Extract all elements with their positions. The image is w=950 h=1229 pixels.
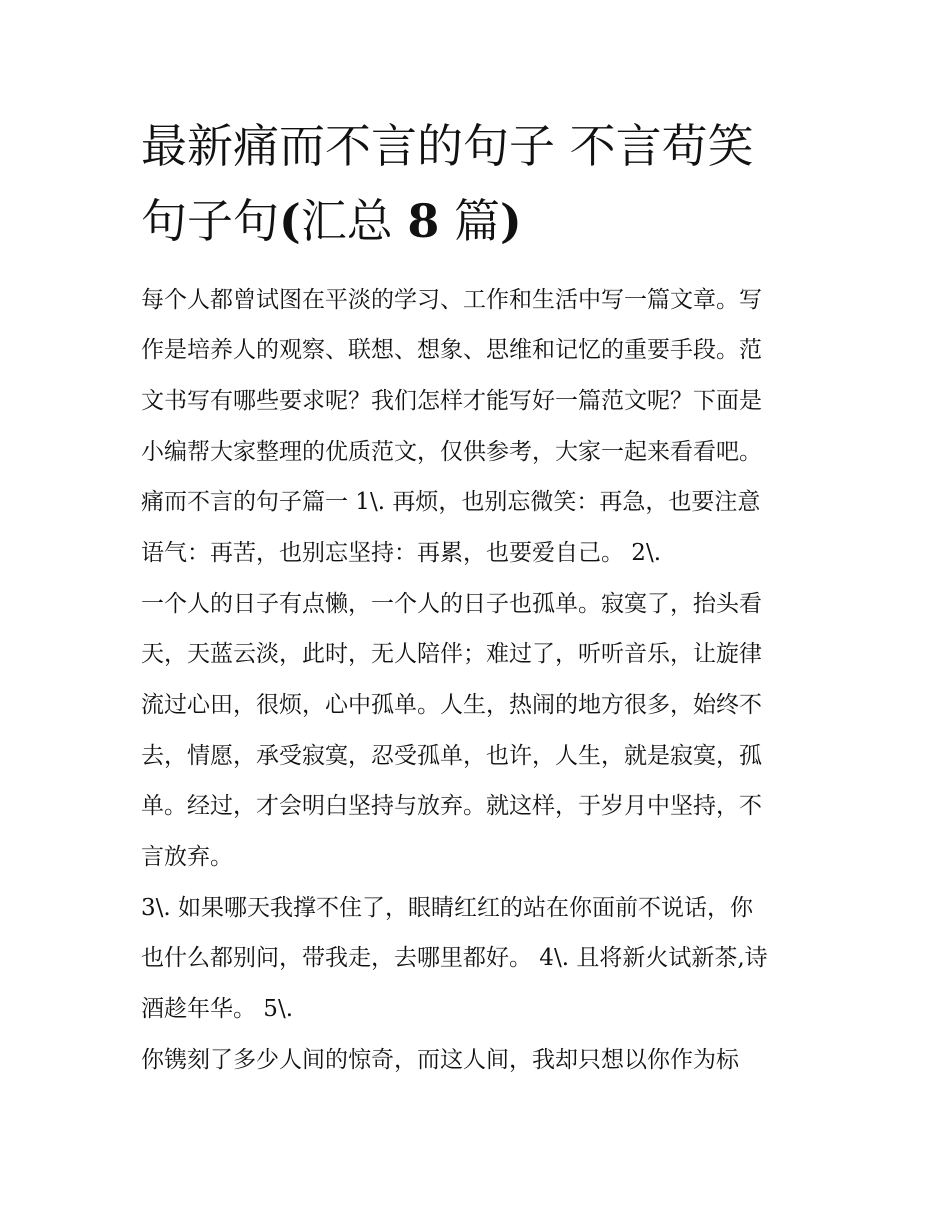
title-text-part: 汇总 bbox=[300, 194, 408, 248]
body-text-line: 小编帮大家整理的优质范文，仅供参考，大家一起来看看吧。 bbox=[141, 439, 762, 465]
body-text-line: 你镌刻了多少人间的惊奇，而这人间，我却只想以你作为标 bbox=[141, 1047, 739, 1073]
title-text-part: 篇 bbox=[439, 194, 501, 248]
body-text-line: 天，天蓝云淡，此时，无人陪伴；难过了，听听音乐，让旋律 bbox=[141, 641, 762, 667]
title-bold-part: ( bbox=[279, 194, 301, 248]
body-text-line: 作是培养人的观察、联想、想象、思维和记忆的重要手段。范 bbox=[141, 337, 762, 363]
document-title-line-1: 最新痛而不言的句子 不言苟笑 bbox=[141, 119, 754, 173]
body-text-line: 3\. 如果哪天我撑不住了，眼睛红红的站在你面前不说话，你 bbox=[141, 895, 754, 921]
body-text-line: 酒趁年华。 5\. bbox=[141, 996, 294, 1022]
body-text-line: 也什么都别问，带我走，去哪里都好。 4\. 且将新火试新茶,诗 bbox=[141, 945, 768, 971]
body-text-line: 单。经过，才会明白坚持与放弃。就这样，于岁月中坚持，不 bbox=[141, 793, 762, 819]
body-text-line: 言放弃。 bbox=[141, 844, 233, 870]
title-bold-part: 8 bbox=[407, 194, 440, 248]
document-title-line-2 bbox=[141, 193, 522, 249]
body-text-line: 语气：再苦，也别忘坚持：再累，也要爱自己。 2\. bbox=[141, 540, 662, 566]
title-text-part: 句子句 bbox=[141, 194, 279, 248]
body-text-line: 每个人都曾试图在平淡的学习、工作和生活中写一篇文章。写 bbox=[141, 287, 762, 313]
body-text-line: 流过心田，很烦，心中孤单。人生，热闹的地方很多，始终不 bbox=[141, 692, 762, 718]
body-text-line: 去，情愿，承受寂寞，忍受孤单，也许，人生，就是寂寞，孤 bbox=[141, 743, 762, 769]
body-text-line: 痛而不言的句子篇一 1\. 再烦，也别忘微笑：再急，也要注意 bbox=[141, 489, 761, 515]
body-text-line: 一个人的日子有点懒，一个人的日子也孤单。寂寞了，抬头看 bbox=[141, 591, 762, 617]
title-bold-part: ) bbox=[500, 194, 522, 248]
body-text-line: 文书写有哪些要求呢？我们怎样才能写好一篇范文呢？下面是 bbox=[141, 388, 762, 414]
